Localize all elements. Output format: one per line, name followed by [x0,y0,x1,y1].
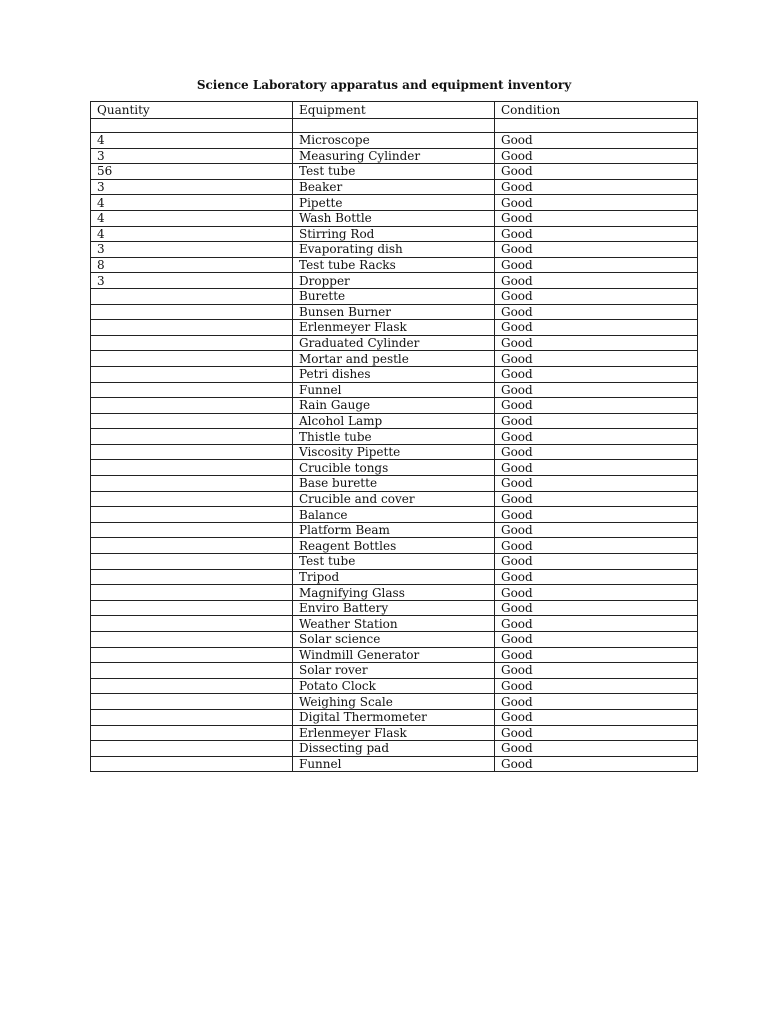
equipment-cell: Mortar and pestle [293,351,495,367]
table-row [91,382,698,398]
equipment-cell: Beaker [293,179,495,195]
table-row [91,273,698,289]
condition-cell: Good [495,382,698,398]
equipment-cell: Petri dishes [293,366,495,382]
condition-cell: Good [495,522,698,538]
blank-cell [495,119,698,133]
table-row [91,413,698,429]
quantity-cell [91,741,293,757]
equipment-cell: Funnel [293,756,495,772]
quantity-cell [91,756,293,772]
condition-cell: Good [495,756,698,772]
quantity-cell: 3 [91,273,293,289]
equipment-cell: Bunsen Burner [293,304,495,320]
condition-cell: Good [495,678,698,694]
quantity-cell [91,663,293,679]
table-row [91,257,698,273]
quantity-cell [91,522,293,538]
condition-cell: Good [495,413,698,429]
quantity-cell [91,398,293,414]
equipment-cell: Base burette [293,476,495,492]
condition-cell: Good [495,444,698,460]
condition-cell: Good [495,616,698,632]
equipment-cell: Thistle tube [293,429,495,445]
table-row [91,351,698,367]
quantity-cell [91,429,293,445]
equipment-cell: Measuring Cylinder [293,148,495,164]
table-header-row [91,102,698,119]
quantity-cell [91,538,293,554]
condition-cell: Good [495,600,698,616]
quantity-cell [91,600,293,616]
equipment-cell: Dropper [293,273,495,289]
condition-cell: Good [495,257,698,273]
quantity-cell [91,304,293,320]
condition-cell: Good [495,366,698,382]
equipment-cell: Wash Bottle [293,210,495,226]
condition-cell: Good [495,429,698,445]
table-row [91,507,698,523]
quantity-cell [91,444,293,460]
condition-cell: Good [495,538,698,554]
table-row [91,242,698,258]
equipment-cell: Crucible and cover [293,491,495,507]
quantity-cell [91,382,293,398]
equipment-cell: Solar science [293,632,495,648]
table-row [91,663,698,679]
condition-cell: Good [495,663,698,679]
header-equipment: Equipment [293,102,495,119]
quantity-cell [91,507,293,523]
table-row [91,179,698,195]
quantity-cell [91,335,293,351]
quantity-cell [91,725,293,741]
quantity-cell [91,351,293,367]
condition-cell: Good [495,632,698,648]
quantity-cell: 56 [91,164,293,180]
equipment-cell: Crucible tongs [293,460,495,476]
quantity-cell [91,694,293,710]
equipment-cell: Funnel [293,382,495,398]
equipment-cell: Potato Clock [293,678,495,694]
equipment-cell: Weighing Scale [293,694,495,710]
condition-cell: Good [495,179,698,195]
table-row [91,600,698,616]
condition-cell: Good [495,164,698,180]
condition-cell: Good [495,226,698,242]
table-row [91,538,698,554]
table-row [91,226,698,242]
table-row [91,554,698,570]
equipment-cell: Erlenmeyer Flask [293,725,495,741]
quantity-cell [91,366,293,382]
equipment-cell: Pipette [293,195,495,211]
quantity-cell [91,709,293,725]
equipment-cell: Microscope [293,133,495,149]
table-row [91,148,698,164]
condition-cell: Good [495,335,698,351]
equipment-cell: Viscosity Pipette [293,444,495,460]
equipment-cell: Balance [293,507,495,523]
page-title: Science Laboratory apparatus and equipment inventory [196,78,572,92]
condition-cell: Good [495,585,698,601]
condition-cell: Good [495,398,698,414]
quantity-cell [91,320,293,336]
table-row [91,398,698,414]
quantity-cell: 4 [91,210,293,226]
condition-cell: Good [495,647,698,663]
equipment-cell: Platform Beam [293,522,495,538]
table-row [91,320,698,336]
table-row [91,522,698,538]
condition-cell: Good [495,288,698,304]
equipment-cell: Magnifying Glass [293,585,495,601]
table-row [91,741,698,757]
equipment-cell: Alcohol Lamp [293,413,495,429]
equipment-cell: Windmill Generator [293,647,495,663]
table-row [91,460,698,476]
condition-cell: Good [495,741,698,757]
table-row [91,491,698,507]
equipment-cell: Solar rover [293,663,495,679]
condition-cell: Good [495,725,698,741]
table-row [91,335,698,351]
equipment-cell: Test tube [293,554,495,570]
table-row [91,195,698,211]
condition-cell: Good [495,460,698,476]
table-row [91,429,698,445]
table-row [91,133,698,149]
quantity-cell [91,476,293,492]
equipment-cell: Test tube [293,164,495,180]
table-row [91,444,698,460]
equipment-cell: Rain Gauge [293,398,495,414]
table-row [91,164,698,180]
condition-cell: Good [495,554,698,570]
quantity-cell [91,678,293,694]
quantity-cell [91,585,293,601]
blank-row [91,119,698,133]
condition-cell: Good [495,491,698,507]
equipment-cell: Burette [293,288,495,304]
condition-cell: Good [495,273,698,289]
table-row [91,647,698,663]
equipment-cell: Erlenmeyer Flask [293,320,495,336]
table-row [91,632,698,648]
equipment-cell: Graduated Cylinder [293,335,495,351]
equipment-cell: Weather Station [293,616,495,632]
condition-cell: Good [495,507,698,523]
inventory-table [90,101,698,772]
quantity-cell [91,288,293,304]
quantity-cell: 8 [91,257,293,273]
table-row [91,756,698,772]
equipment-cell: Stirring Rod [293,226,495,242]
condition-cell: Good [495,210,698,226]
condition-cell: Good [495,351,698,367]
condition-cell: Good [495,133,698,149]
quantity-cell [91,554,293,570]
table-row [91,210,698,226]
quantity-cell: 4 [91,226,293,242]
quantity-cell [91,413,293,429]
table-row [91,304,698,320]
table-row [91,585,698,601]
condition-cell: Good [495,320,698,336]
quantity-cell [91,647,293,663]
table-row [91,694,698,710]
table-row [91,616,698,632]
condition-cell: Good [495,476,698,492]
condition-cell: Good [495,148,698,164]
table-row [91,366,698,382]
condition-cell: Good [495,242,698,258]
quantity-cell: 3 [91,179,293,195]
quantity-cell [91,632,293,648]
table-row [91,476,698,492]
table-row [91,725,698,741]
quantity-cell [91,460,293,476]
quantity-cell: 4 [91,133,293,149]
quantity-cell [91,616,293,632]
condition-cell: Good [495,304,698,320]
header-quantity: Quantity [91,102,293,119]
equipment-cell: Digital Thermometer [293,709,495,725]
equipment-cell: Test tube Racks [293,257,495,273]
equipment-cell: Tripod [293,569,495,585]
quantity-cell [91,569,293,585]
equipment-cell: Dissecting pad [293,741,495,757]
table-row [91,709,698,725]
equipment-cell: Reagent Bottles [293,538,495,554]
equipment-cell: Evaporating dish [293,242,495,258]
blank-cell [91,119,293,133]
quantity-cell: 3 [91,148,293,164]
equipment-cell: Enviro Battery [293,600,495,616]
table-row [91,678,698,694]
condition-cell: Good [495,694,698,710]
header-condition: Condition [495,102,698,119]
condition-cell: Good [495,569,698,585]
quantity-cell: 4 [91,195,293,211]
table-row [91,288,698,304]
table-row [91,569,698,585]
blank-cell [293,119,495,133]
quantity-cell: 3 [91,242,293,258]
condition-cell: Good [495,195,698,211]
quantity-cell [91,491,293,507]
condition-cell: Good [495,709,698,725]
